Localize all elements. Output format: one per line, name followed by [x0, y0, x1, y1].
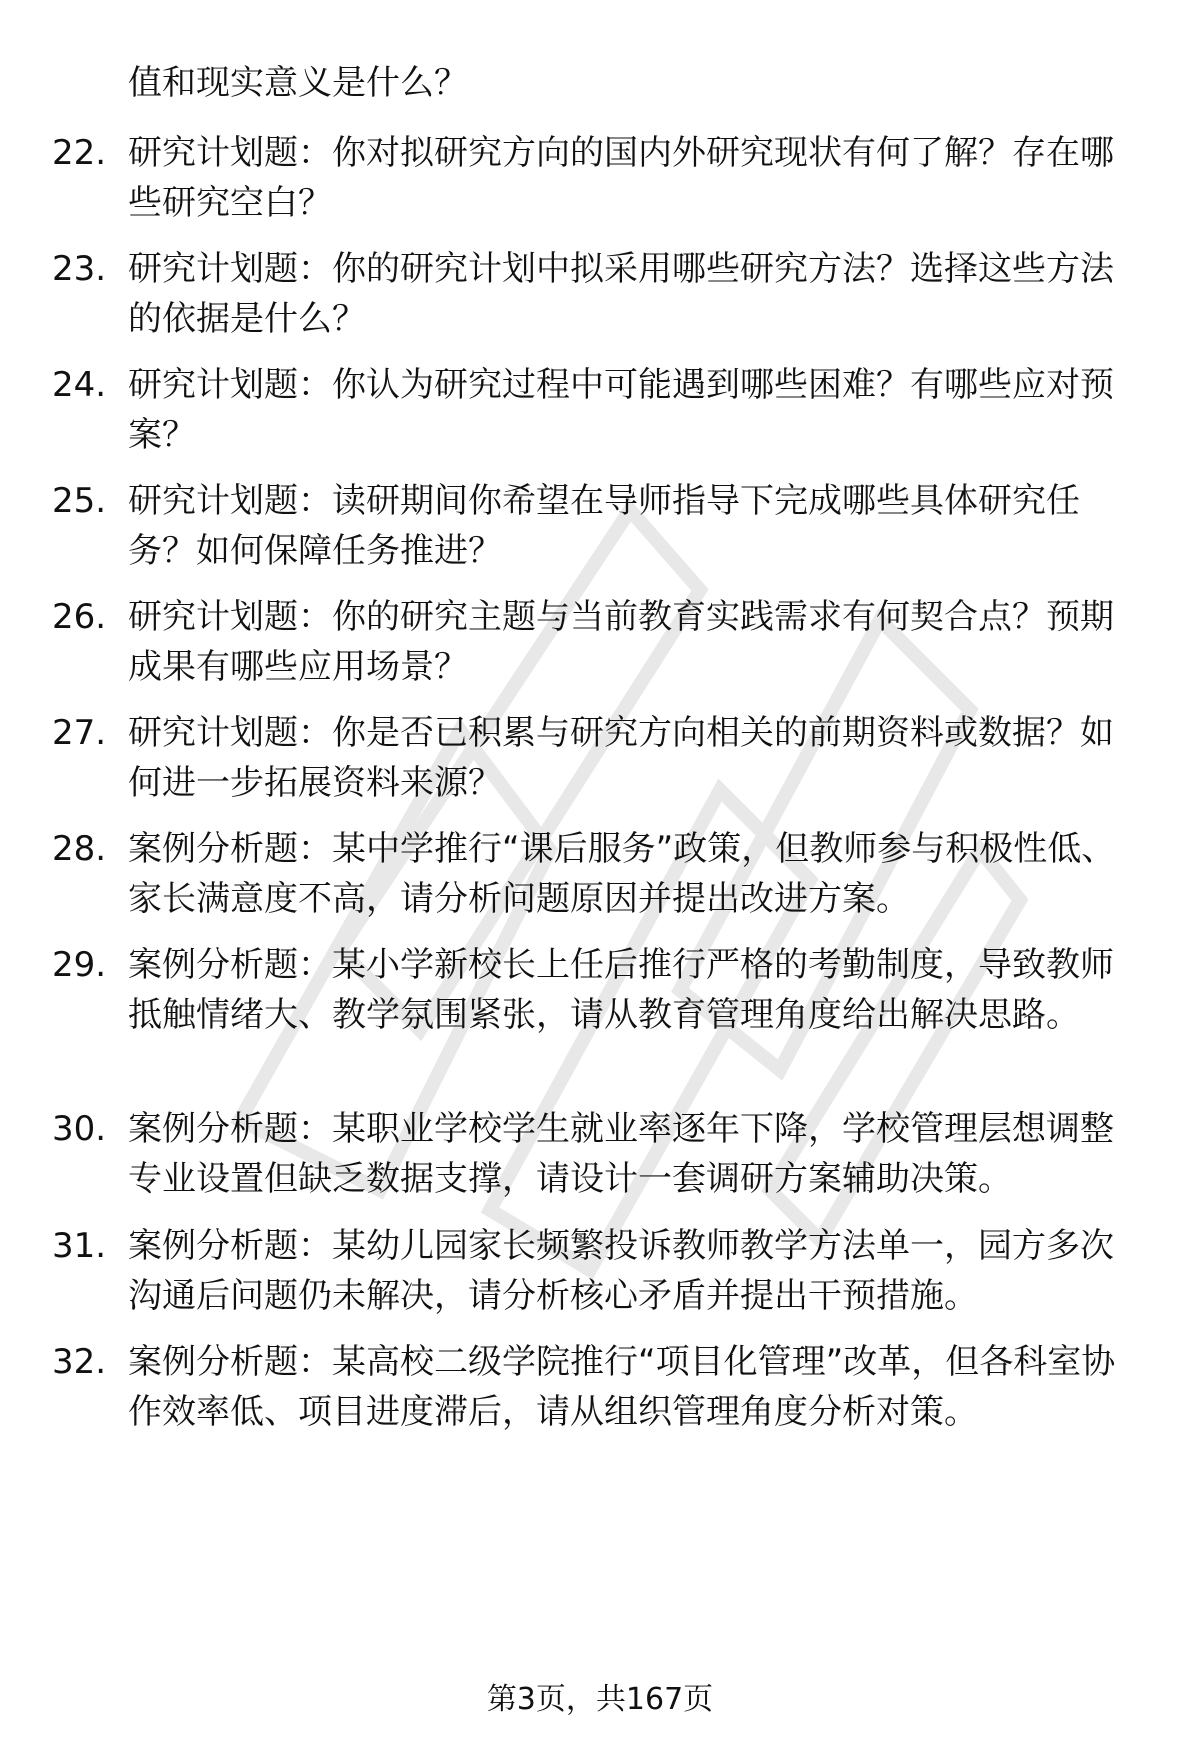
- question-item-32: [52, 1337, 1142, 1437]
- question-text: 研究计划题：你是否已积累与研究方向相关的前期资料或数据？如何进一步拓展资料来源？: [128, 713, 1114, 803]
- question-item-23: [52, 244, 1142, 344]
- question-number: 26.: [52, 597, 107, 637]
- question-text: 案例分析题：某小学新校长上任后推行严格的考勤制度，导致教师抵触情绪大、教学氛围紧张，请从教育管理角度给出解决思路。: [128, 945, 1114, 1035]
- question-number: 31.: [52, 1226, 107, 1266]
- question-text: 研究计划题：你的研究计划中拟采用哪些研究方法？选择这些方法的依据是什么？: [128, 249, 1114, 339]
- question-number: 27.: [52, 713, 107, 753]
- question-item-29: [52, 940, 1142, 1040]
- question-item-28: [52, 824, 1142, 924]
- question-text: 案例分析题：某中学推行“课后服务”政策，但教师参与积极性低、家长满意度不高，请分析问题原因并提出改进方案。: [128, 829, 1116, 919]
- question-number: 25.: [52, 481, 107, 521]
- question-number: 28.: [52, 829, 107, 869]
- page-footer: 第3页，共167页: [486, 1682, 714, 1717]
- question-text: 研究计划题：你的研究主题与当前教育实践需求有何契合点？预期成果有哪些应用场景？: [128, 597, 1114, 687]
- question-item-24: [52, 360, 1142, 460]
- question-number: 24.: [52, 365, 107, 405]
- question-number: 22.: [52, 133, 107, 173]
- question-number: 29.: [52, 945, 107, 985]
- question-text: 研究计划题：你认为研究过程中可能遇到哪些困难？有哪些应对预案？: [128, 365, 1114, 455]
- question-item-22: [52, 128, 1142, 228]
- question-item-25: [52, 476, 1142, 576]
- question-number: 23.: [52, 249, 107, 289]
- question-text: 案例分析题：某高校二级学院推行“项目化管理”改革，但各科室协作效率低、项目进度滞后，请从组织管理角度分析对策。: [128, 1342, 1116, 1432]
- question-number: 32.: [52, 1342, 107, 1382]
- question-text: 研究计划题：你对拟研究方向的国内外研究现状有何了解？存在哪些研究空白？: [128, 133, 1114, 223]
- question-number: 30.: [52, 1109, 107, 1149]
- question-text: 案例分析题：某幼儿园家长频繁投诉教师教学方法单一，园方多次沟通后问题仍未解决，请分析核心矛盾并提出干预措施。: [128, 1226, 1114, 1316]
- question-item-30: [52, 1104, 1142, 1204]
- question-text: 研究计划题：读研期间你希望在导师指导下完成哪些具体研究任务？如何保障任务推进？: [128, 481, 1080, 571]
- question-text: 案例分析题：某职业学校学生就业率逐年下降，学校管理层想调整专业设置但缺乏数据支撑，请设计一套调研方案辅助决策。: [128, 1109, 1114, 1199]
- continuation-line: 值和现实意义是什么？: [128, 63, 468, 103]
- question-item-27: [52, 708, 1142, 808]
- question-item-26: [52, 592, 1142, 692]
- question-item-31: [52, 1221, 1142, 1321]
